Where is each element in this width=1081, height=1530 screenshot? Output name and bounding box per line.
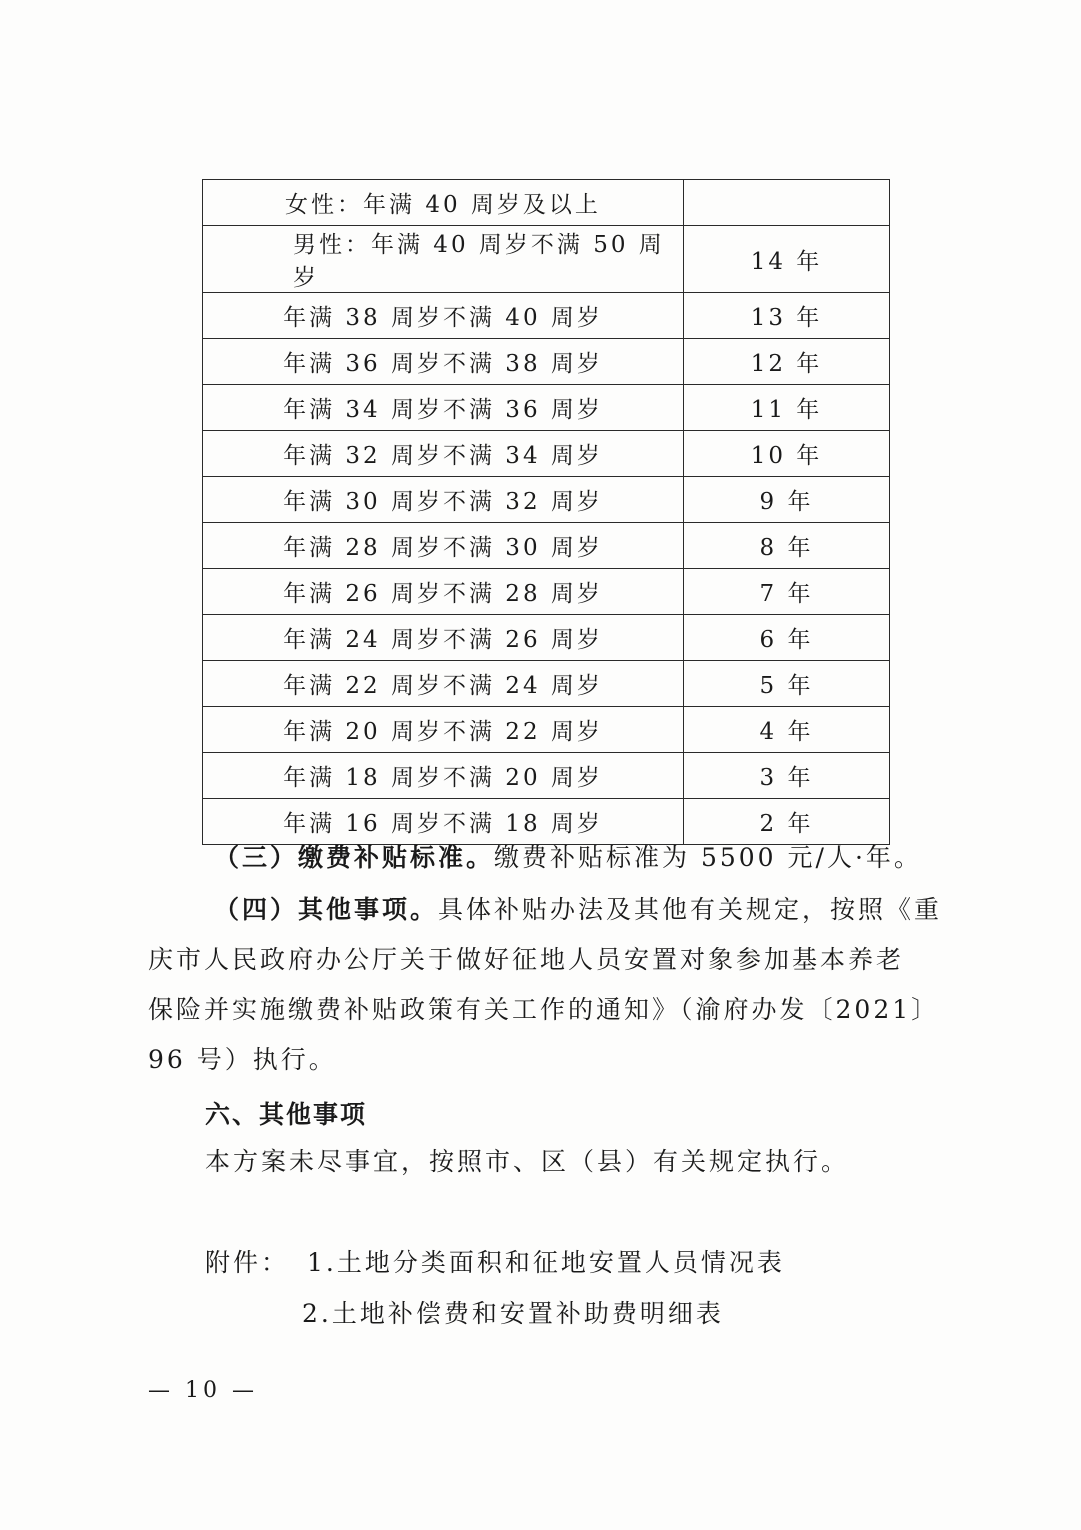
age-range-cell: 年满 36 周岁不满 38 周岁	[203, 339, 684, 385]
attachment-item-1: 1.土地分类面积和征地安置人员情况表	[307, 1248, 785, 1277]
page-number: — 10 —	[148, 1378, 258, 1403]
section-3-title: （三）缴费补贴标准。	[214, 843, 495, 872]
years-cell: 6 年	[684, 615, 890, 661]
table-row	[203, 293, 890, 339]
table-row	[203, 569, 890, 615]
section-3-text: 缴费补贴标准为 5500 元/人·年。	[494, 843, 922, 872]
table-row	[203, 523, 890, 569]
years-cell	[684, 180, 890, 226]
table-row	[203, 615, 890, 661]
table-row	[203, 226, 890, 293]
section-4-line-2: 庆市人民政府办公厅关于做好征地人员安置对象参加基本养老	[148, 945, 905, 974]
years-cell: 7 年	[684, 569, 890, 615]
section-4-line-1	[214, 885, 942, 935]
section-4-title: （四）其他事项。	[214, 895, 439, 924]
years-cell: 5 年	[684, 661, 890, 707]
attachment-label: 附件：	[205, 1248, 290, 1277]
age-range-cell: 年满 20 周岁不满 22 周岁	[203, 707, 684, 753]
attachment-line-1	[205, 1238, 785, 1288]
age-range-cell: 男性：年满 40 周岁不满 50 周岁	[203, 226, 684, 293]
age-range-cell: 年满 38 周岁不满 40 周岁	[203, 293, 684, 339]
years-cell: 3 年	[684, 753, 890, 799]
table-row	[203, 180, 890, 226]
section-6-text: 本方案未尽事宜，按照市、区（县）有关规定执行。	[205, 1147, 850, 1176]
age-range-cell: 年满 26 周岁不满 28 周岁	[203, 569, 684, 615]
section-4-line-1-text: 具体补贴办法及其他有关规定，按照《重	[438, 895, 943, 924]
table-row	[203, 753, 890, 799]
age-range-cell: 年满 32 周岁不满 34 周岁	[203, 431, 684, 477]
table-row	[203, 661, 890, 707]
subsidy-years-table	[202, 179, 890, 845]
table-row	[203, 477, 890, 523]
age-range-cell: 年满 30 周岁不满 32 周岁	[203, 477, 684, 523]
years-cell: 11 年	[684, 385, 890, 431]
table-row	[203, 339, 890, 385]
years-cell: 9 年	[684, 477, 890, 523]
age-range-cell: 年满 28 周岁不满 30 周岁	[203, 523, 684, 569]
section-4-line-3: 保险并实施缴费补贴政策有关工作的通知》（渝府办发〔2021〕	[148, 995, 940, 1024]
age-range-cell: 年满 16 周岁不满 18 周岁	[203, 799, 684, 845]
age-range-cell: 女性：年满 40 周岁及以上	[203, 180, 684, 226]
age-range-cell: 年满 18 周岁不满 20 周岁	[203, 753, 684, 799]
age-range-cell: 年满 34 周岁不满 36 周岁	[203, 385, 684, 431]
years-cell: 12 年	[684, 339, 890, 385]
table-row	[203, 431, 890, 477]
section-4-line-4: 96 号）执行。	[148, 1045, 337, 1074]
years-cell: 13 年	[684, 293, 890, 339]
section-3-paragraph	[214, 833, 922, 883]
table-body	[203, 180, 890, 845]
years-cell: 4 年	[684, 707, 890, 753]
age-range-cell: 年满 22 周岁不满 24 周岁	[203, 661, 684, 707]
age-range-cell: 年满 24 周岁不满 26 周岁	[203, 615, 684, 661]
table-row	[203, 707, 890, 753]
years-cell: 2 年	[684, 799, 890, 845]
years-cell: 10 年	[684, 431, 890, 477]
table-row	[203, 385, 890, 431]
attachment-item-2: 2.土地补偿费和安置补助费明细表	[302, 1299, 724, 1328]
section-6-heading: 六、其他事项	[205, 1100, 368, 1129]
years-cell: 8 年	[684, 523, 890, 569]
years-cell: 14 年	[684, 226, 890, 293]
